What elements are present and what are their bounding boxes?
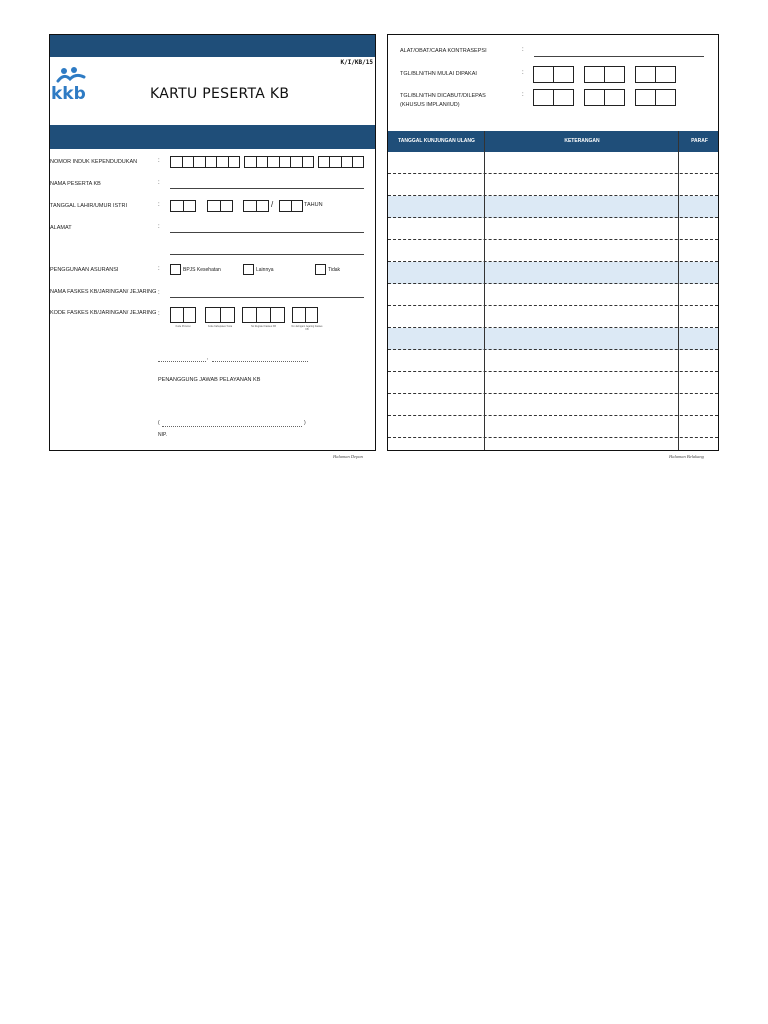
facility-name-colon: : [158,290,160,296]
facility-code-label: KODE FASKES KB/JARINGAN/ JEJARING [50,310,157,316]
address-field-1[interactable] [170,232,364,233]
dob-day-boxes[interactable] [170,200,196,212]
officer-label: PENANGGUNG JAWAB PELAYANAN KB [158,377,261,383]
facility-name-field[interactable] [170,297,364,298]
back-card [387,34,719,451]
table-row[interactable] [388,240,718,262]
nip-label: NIP. [158,432,168,438]
start-date-colon: : [522,70,524,76]
table-row[interactable] [388,394,718,416]
card-title: KARTU PESERTA KB [150,86,290,102]
table-row[interactable] [388,306,718,328]
method-field[interactable] [534,56,704,57]
start-date-label: TGL/BLN/THN MULAI DIPAKAI [400,71,477,77]
table-row[interactable] [388,284,718,306]
bpjs-checkbox[interactable] [170,264,181,275]
removed-date-colon: : [522,92,524,98]
regency-code-caption: Kode Kabupaten/ Kota [207,325,233,328]
facility-name-label: NAMA FASKES KB/JARINGAN/ JEJARING [50,289,157,295]
method-label: ALAT/OBAT/CARA KONTRASEPSI [400,48,487,54]
nik-colon: : [158,158,160,164]
table-row[interactable] [388,218,718,240]
place-line[interactable] [158,361,206,362]
facility-code-colon: : [158,311,160,317]
nik-boxes-1[interactable] [170,156,240,168]
removed-month-boxes[interactable] [584,89,625,106]
removed-date-note: (KHUSUS IMPLAN/IUD) [400,102,460,108]
register-code-boxes[interactable] [242,307,285,323]
nik-label: NOMOR INDUK KEPENDUDUKAN [50,159,138,165]
column-divider-2 [678,131,679,450]
start-year-boxes[interactable] [635,66,676,83]
nik-boxes-2[interactable] [244,156,314,168]
front-footer: Halaman Depan [333,454,363,459]
dob-month-boxes[interactable] [207,200,233,212]
network-code-caption: No Jaringan/ Jejaring Faskes KB [291,325,323,331]
insurance-label: PENGGUNAAN ASURANSI [50,267,119,273]
tidak-checkbox[interactable] [315,264,326,275]
dob-year-boxes[interactable] [243,200,269,212]
tidak-option-label: Tidak [328,267,341,273]
bkkbn-logo-icon [50,65,94,105]
method-colon: : [522,47,524,53]
lainnya-checkbox[interactable] [243,264,254,275]
form-code: K/I/KB/15 [340,59,373,66]
province-code-caption: Kode Provinsi [175,325,191,328]
name-field[interactable] [170,188,364,189]
bpjs-option-label: BPJS Kesehatan [183,267,221,273]
register-code-caption: No Register Faskes KB [251,325,276,328]
removed-year-boxes[interactable] [635,89,676,106]
date-line[interactable] [212,361,308,362]
name-colon: : [158,180,160,186]
back-footer: Halaman Belakang [669,454,704,459]
visit-table-header [388,131,718,152]
visit-date-header: TANGGAL KUNJUNGAN ULANG [398,138,475,144]
notes-header: KETERANGAN [564,138,600,144]
regency-code-boxes[interactable] [205,307,235,323]
table-row[interactable] [388,416,718,438]
start-month-boxes[interactable] [584,66,625,83]
table-row[interactable] [388,328,718,350]
address-field-2[interactable] [170,254,364,255]
column-divider-1 [484,131,485,450]
removed-date-label: TGL/BLN/THN DICABUT/DILEPAS [400,93,486,99]
province-code-boxes[interactable] [170,307,196,323]
table-row[interactable] [388,174,718,196]
dob-colon: : [158,202,160,208]
nik-boxes-3[interactable] [318,156,364,168]
signature-paren-close: ) [304,420,306,426]
start-day-boxes[interactable] [533,66,574,83]
removed-day-boxes[interactable] [533,89,574,106]
network-code-boxes[interactable] [292,307,318,323]
insurance-colon: : [158,266,160,272]
address-colon: : [158,224,160,230]
section-band [50,125,375,149]
table-row[interactable] [388,372,718,394]
dob-slash: / [271,200,274,209]
signature-paren-open: ( [158,420,160,426]
table-row[interactable] [388,262,718,284]
signature-line[interactable] [162,426,302,427]
age-boxes[interactable] [279,200,303,212]
header-band [50,35,375,57]
lainnya-option-label: Lainnya [256,267,274,273]
front-card [49,34,376,451]
tahun-label: TAHUN [304,202,323,208]
signature-header: PARAF [691,138,708,144]
table-row[interactable] [388,196,718,218]
place-date-comma: , [207,355,209,361]
table-row[interactable] [388,350,718,372]
name-label: NAMA PESERTA KB [50,181,101,187]
dob-label: TANGGAL LAHIR/UMUR ISTRI [50,203,128,209]
table-row[interactable] [388,152,718,174]
logo-text: kkb [51,84,86,104]
address-label: ALAMAT [50,225,72,231]
